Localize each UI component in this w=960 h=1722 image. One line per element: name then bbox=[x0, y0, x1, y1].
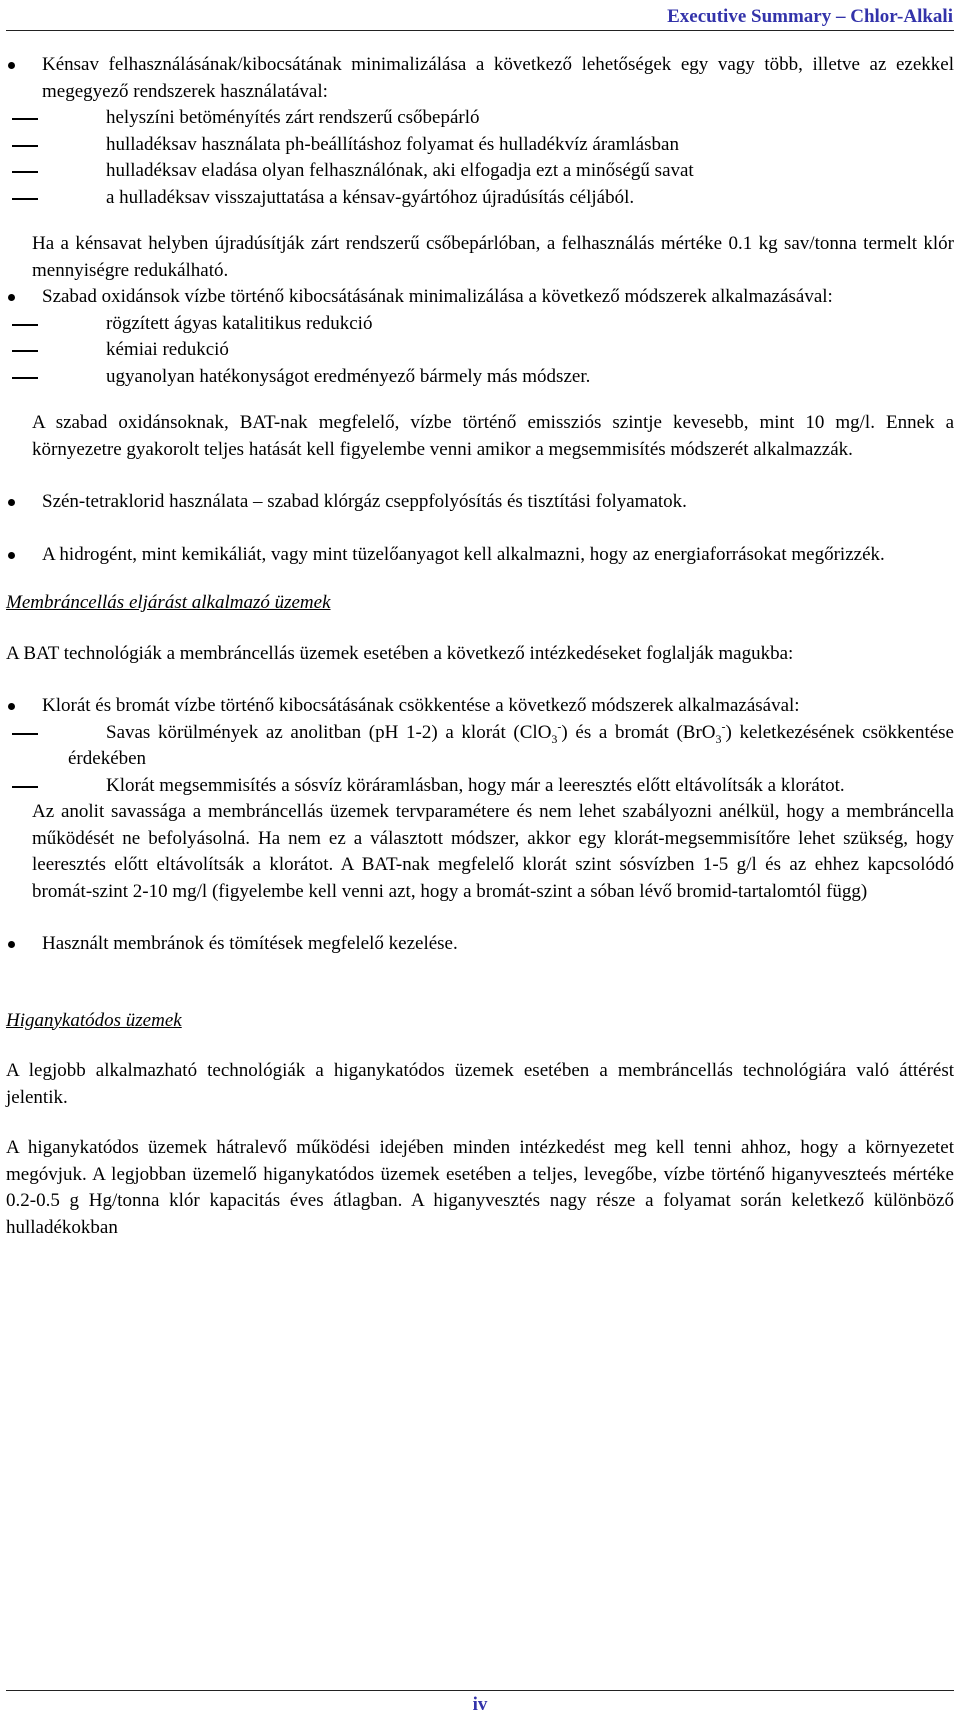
chlorate-dash1-text-a: Savas körülmények az anolitban (pH 1-2) a klorát (ClO bbox=[106, 721, 552, 743]
section-heading-mercury: Higanykatódos üzemek bbox=[6, 1009, 182, 1031]
document-header-title: Executive Summary – Chlor-Alkali bbox=[667, 6, 953, 27]
bullet-free-oxidants: Szabad oxidánsok vízbe történő kibocsátásának minimalizálása a következő módszerek alkalmazásával: bbox=[6, 284, 954, 311]
dash-item-acid-3: hulladéksav eladása olyan felhasználónak, aki elfogadja ezt a minőségű savat bbox=[6, 158, 954, 185]
footer-divider bbox=[6, 1690, 954, 1691]
chlorate-dash1-text-c: ) keletkezésének csökkentése érdekében bbox=[68, 721, 954, 769]
chlorate-superscript: - bbox=[557, 719, 562, 734]
mercury-paragraph-1: A legjobb alkalmazható technológiák a higanykatódos üzemek esetében a membráncellás technológiára való áttérést jelentik. bbox=[6, 1060, 954, 1108]
chlorate-subscript: 3 bbox=[551, 731, 558, 746]
dash-item-acid-4: a hulladéksav visszajuttatása a kénsav-gyártóhoz újradúsítás céljából. bbox=[6, 185, 954, 212]
bullet-used-membranes: Használt membránok és tömítések megfelelő kezelése. bbox=[6, 931, 954, 958]
header-divider bbox=[6, 30, 954, 31]
bromate-subscript: 3 bbox=[715, 731, 722, 746]
dash-item-oxidant-3: ugyanolyan hatékonyságot eredményező bármely más módszer. bbox=[6, 364, 954, 391]
dash-item-acid-1: helyszíni betöményítés zárt rendszerű csőbepárló bbox=[6, 105, 954, 132]
bullet-hydrogen: A hidrogént, mint kemikáliát, vagy mint tüzelőanyagot kell alkalmazni, hogy az energiaforrásokat megőrizzék. bbox=[6, 542, 954, 569]
dash-item-acid-2: hulladéksav használata ph-beállításhoz folyamat és hulladékvíz áramlásban bbox=[6, 132, 954, 159]
bullet-chlorate-bromate: Klorát és bromát vízbe történő kibocsátásának csökkentése a következő módszerek alkalmazásával: bbox=[6, 693, 954, 720]
page-content bbox=[6, 52, 954, 1241]
mercury-paragraph-2: A higanykatódos üzemek hátralevő működési idejében minden intézkedést meg kell tenni ahhoz, hogy a környezetet megóvjuk. A legjobban üzemelő higanykatódos üzemek esetében a teljes, levegőbe, vízbe történő higanyveszteés mértéke 0.2-0.5 g Hg/tonna klór kapacitás éves átlagban. A higanyvesztés nagy része a folyamat során keletkező különböző hulladékokban bbox=[6, 1137, 954, 1238]
chlorate-dash1-text-b: ) és a bromát (BrO bbox=[561, 721, 716, 743]
section-heading-membrane: Membráncellás eljárást alkalmazó üzemek bbox=[6, 592, 331, 613]
membrane-intro-paragraph: A BAT technológiák a membráncellás üzemek esetében a következő intézkedéseket foglalják magukba: bbox=[6, 642, 794, 664]
bromate-superscript: - bbox=[721, 719, 726, 734]
page-number: iv bbox=[472, 1694, 488, 1715]
dash-item-oxidant-2: kémiai redukció bbox=[6, 337, 954, 364]
chlorate-note-paragraph: Az anolit savassága a membráncellás üzemek tervparamétere és nem lehet szabályozni anélkül, hogy a membráncella működését ne befolyásolná. Ha nem ez a választott módszer, akkor egy klorát-megsemmisítőre lehet szükség, hogy leeresztés előtt eltávolítsák a klorátot. A BAT-nak megfelelő klorát szint sósvízben 1-5 g/l és az ehhez kapcsolódó bromát-szint 2-10 mg/l (figyelembe kell venni azt, hogy a bromát-szint a sóban lévő bromid-tartalomtól függ) bbox=[32, 801, 954, 902]
oxidant-note-paragraph: A szabad oxidánsoknak, BAT-nak megfelelő, vízbe történő emissziós szintje kevesebb, mint 10 mg/l. Ennek a környezetre gyakorolt teljes hatását kell figyelembe venni amikor a megsemmisítés módszerét alkalmazzák. bbox=[32, 412, 954, 460]
bullet-carbon-tetrachloride: Szén-tetraklorid használata – szabad klórgáz cseppfolyósítás és tisztítási folyamatok. bbox=[6, 489, 954, 516]
dash-item-chlorate-1 bbox=[6, 720, 954, 773]
dash-item-chlorate-2: Klorát megsemmisítés a sósvíz köráramlásban, hogy már a leeresztés előtt eltávolítsák a klorátot. bbox=[6, 773, 954, 800]
dash-item-oxidant-1: rögzített ágyas katalitikus redukció bbox=[6, 311, 954, 338]
bullet-sulphuric-acid: Kénsav felhasználásának/kibocsátának minimalizálása a következő lehetőségek egy vagy több, illetve az ezekkel megegyező rendszerek használatával: bbox=[6, 52, 954, 105]
acid-note-paragraph: Ha a kénsavat helyben újradúsítják zárt rendszerű csőbepárlóban, a felhasználás mértéke 0.1 kg sav/tonna termelt klór mennyiségre redukálható. bbox=[32, 233, 954, 281]
